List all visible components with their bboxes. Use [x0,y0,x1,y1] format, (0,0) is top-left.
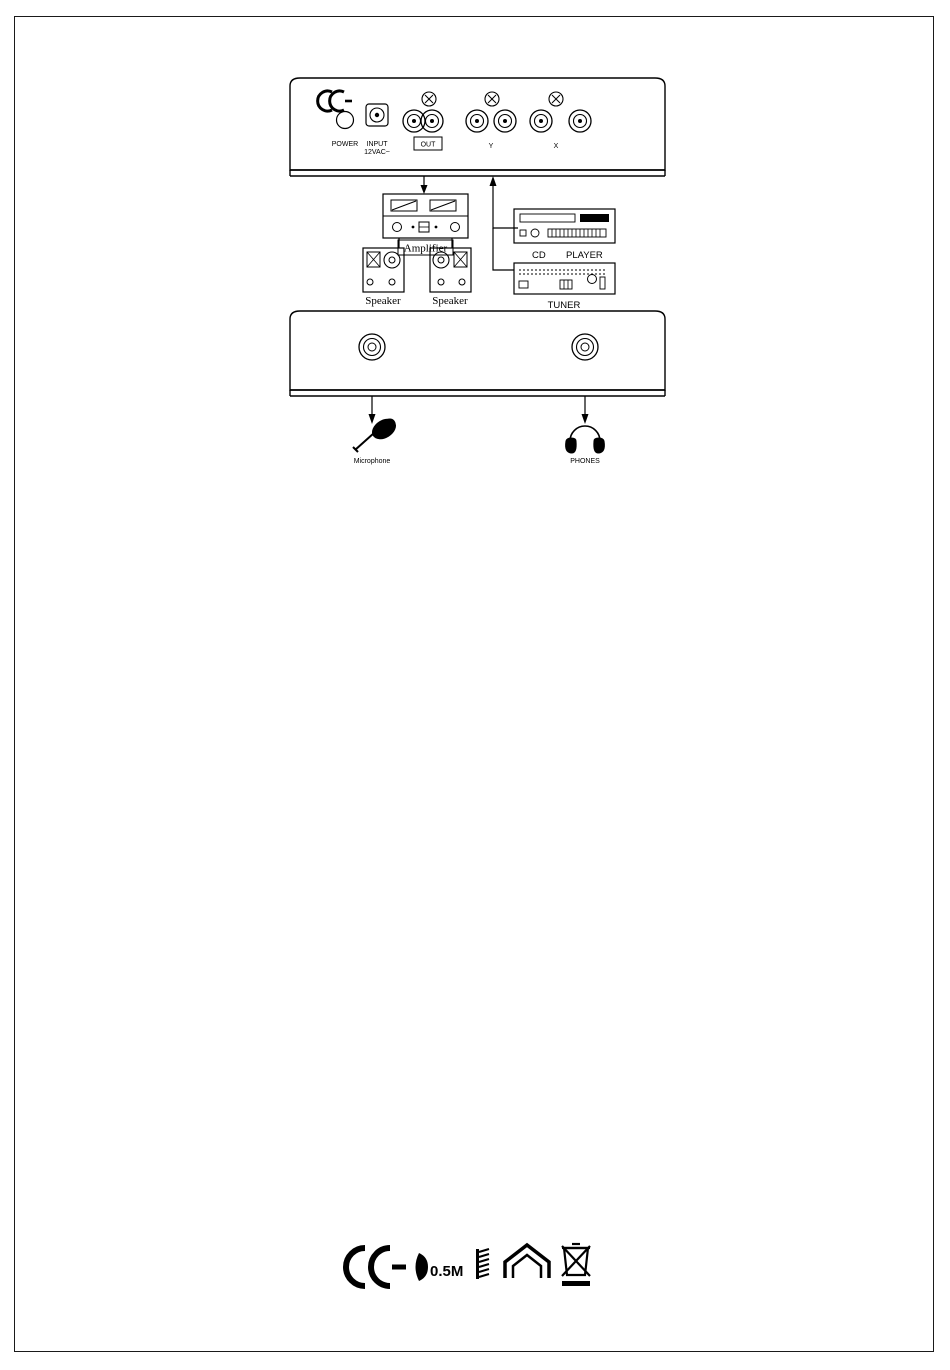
power-button[interactable] [337,112,354,129]
tuner-label: TUNER [547,300,581,311]
speaker-left-label: Speaker [365,295,401,307]
ce-mark-footer [346,1248,406,1286]
phones-jack-front[interactable] [572,334,598,360]
wire-phones [582,396,589,424]
distance-label: 0.5M [430,1263,464,1280]
speaker-right-label: Speaker [432,295,468,307]
dc-input-socket[interactable] [366,104,388,126]
mic-jack-front[interactable] [359,334,385,360]
ce-mark-rear [318,91,352,111]
cd-player-device [514,209,615,261]
speaker-left-device [363,248,404,307]
input-rating-label: 12VAC~ [364,149,390,156]
player-label: PLAYER [566,250,603,261]
weee-crossed-bin-icon [562,1244,590,1286]
amplifier-device [383,194,468,255]
rca-jack-y-right[interactable] [494,110,516,132]
wire-mic [369,396,376,424]
wire-out-to-amplifier [421,176,428,194]
speaker-right-device [430,248,471,307]
out-label: OUT [420,141,436,149]
rca-jack-y-left[interactable] [466,92,499,132]
tuner-device [514,263,615,311]
loudspeaker-icon [416,1253,429,1281]
power-label: POWER [331,141,359,148]
comb-pattern-icon [476,1249,489,1279]
front-panel [290,311,665,396]
rca-jack-x-left[interactable] [530,92,563,132]
microphone-label: Microphone [353,458,391,465]
rca-jack-x-right[interactable] [569,110,591,132]
jack-x-label: X [553,143,559,150]
headphones-icon [566,426,605,465]
phones-label: PHONES [570,458,600,465]
amplifier-label: Amplifier [403,242,448,255]
footer-marks [346,1244,590,1286]
rear-panel [290,78,665,176]
cd-label: CD [532,250,546,261]
rca-jack-out-right[interactable] [421,110,443,132]
indoor-use-icon [505,1245,549,1278]
input-label: INPUT [366,141,388,148]
rca-jack-out-left[interactable] [403,92,436,132]
jack-y-label: Y [488,143,494,150]
microphone-icon [353,414,400,465]
